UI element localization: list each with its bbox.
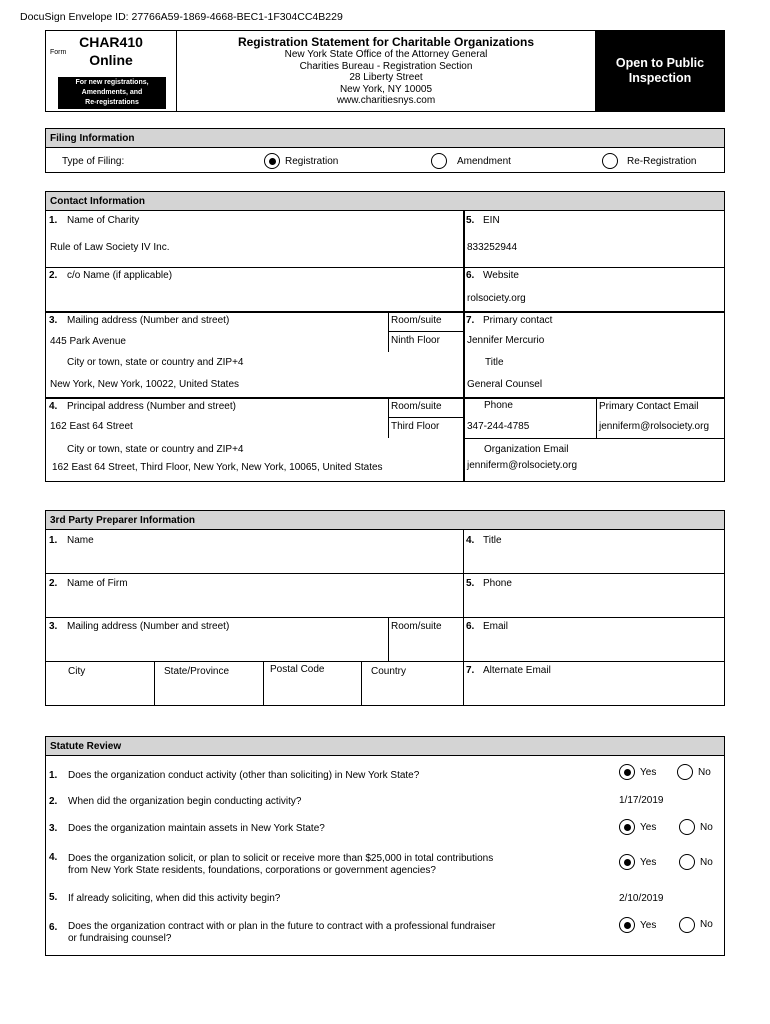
primary-email-value[interactable]: jenniferm@rolsociety.org — [599, 421, 710, 432]
yes-label: Yes — [640, 822, 657, 833]
field-number: 7. — [466, 665, 475, 676]
option-label: Re-Registration — [627, 156, 697, 167]
office-name: New York State Office of the Attorney General — [284, 49, 488, 60]
divider — [46, 661, 724, 662]
divider — [596, 397, 597, 438]
option-label: Amendment — [457, 156, 511, 167]
room-label: Room/suite — [391, 621, 442, 632]
public-line: Open to Public — [615, 56, 705, 70]
divider — [46, 397, 724, 399]
field-number: 6. — [49, 922, 58, 933]
preparer-email-label: Email — [483, 621, 509, 632]
form-note-line: For new registrations, — [75, 79, 149, 86]
filing-section — [45, 128, 725, 173]
mailing-room-value[interactable]: Ninth Floor — [391, 335, 440, 346]
divider — [463, 530, 464, 705]
statute-section — [45, 736, 725, 956]
divider — [463, 211, 465, 481]
office-city: New York, NY 10005 — [339, 83, 433, 95]
field-number: 4. — [49, 401, 58, 412]
q4-no-radio[interactable] — [679, 854, 695, 870]
charity-name-value[interactable]: Rule of Law Society IV Inc. — [50, 242, 170, 253]
city-label: City or town, state or country and ZIP+4 — [67, 357, 244, 368]
charity-name-label: Name of Charity — [67, 215, 140, 226]
q3-no-radio[interactable] — [679, 819, 695, 835]
title-value[interactable]: General Counsel — [467, 379, 543, 390]
divider — [464, 438, 724, 439]
public-inspection-box — [595, 30, 725, 112]
no-label: No — [698, 767, 711, 778]
divider — [46, 573, 724, 574]
q5-value[interactable]: 2/10/2019 — [619, 893, 664, 904]
no-label: No — [700, 919, 713, 930]
co-name-label: c/o Name (if applicable) — [67, 270, 173, 281]
room-label: Room/suite — [391, 401, 442, 412]
field-number: 6. — [466, 621, 475, 632]
question-4-line2: from New York State residents, foundations, corporations or government agencies? — [68, 865, 436, 876]
divider — [388, 331, 464, 332]
field-number: 1. — [49, 770, 58, 781]
field-number: 1. — [49, 535, 58, 546]
mailing-label: Mailing address (Number and street) — [67, 315, 230, 326]
q1-yes-radio[interactable] — [619, 764, 635, 780]
ein-value[interactable]: 833252944 — [467, 242, 518, 253]
section-title: Filing Information — [46, 129, 724, 148]
divider — [263, 661, 264, 705]
field-number: 2. — [49, 270, 58, 281]
mailing-city-value[interactable]: New York, New York, 10022, United States — [50, 379, 240, 390]
q2-value[interactable]: 1/17/2019 — [619, 795, 664, 806]
field-number: 1. — [49, 215, 58, 226]
no-label: No — [700, 822, 713, 833]
org-email-value[interactable]: jenniferm@rolsociety.org — [467, 460, 578, 471]
principal-room-value[interactable]: Third Floor — [391, 421, 440, 432]
yes-label: Yes — [640, 767, 657, 778]
bureau-name: Charities Bureau - Registration Section — [299, 60, 473, 72]
form-note-line: Amendments, and — [81, 89, 143, 96]
divider — [46, 267, 724, 268]
ein-label: EIN — [483, 215, 500, 226]
yes-label: Yes — [640, 857, 657, 868]
question-3: Does the organization maintain assets in New York State? — [68, 823, 325, 834]
website-label: Website — [483, 270, 519, 281]
form-note — [58, 77, 166, 109]
contact-section — [45, 191, 725, 482]
question-5: If already soliciting, when did this activity begin? — [68, 893, 281, 904]
section-title: 3rd Party Preparer Information — [46, 511, 724, 530]
field-number: 3. — [49, 315, 58, 326]
field-number: 2. — [49, 796, 58, 807]
principal-city-value[interactable]: 162 East 64 Street, Third Floor, New York, New York, 10065, United States — [52, 462, 383, 473]
section-title: Statute Review — [46, 737, 724, 756]
field-number: 5. — [466, 215, 475, 226]
alt-email-label: Alternate Email — [483, 665, 551, 676]
preparer-name-label: Name — [67, 535, 94, 546]
divider — [361, 661, 362, 705]
question-4-line1: Does the organization solicit, or plan to solicit or receive more than $25,000 in total contributions — [68, 853, 494, 864]
preparer-mailing-label: Mailing address (Number and street) — [67, 621, 230, 632]
preparer-section — [45, 510, 725, 706]
principal-label: Principal address (Number and street) — [67, 401, 236, 412]
postal-label: Postal Code — [270, 664, 325, 675]
form-note-line: Re-registrations — [85, 99, 139, 106]
primary-contact-label: Primary contact — [483, 315, 553, 326]
section-title: Contact Information — [46, 192, 724, 211]
envelope-id: DocuSign Envelope ID: 27766A59-1869-4668-BEC1-1F304CC4B229 — [20, 11, 343, 23]
divider — [388, 417, 464, 418]
divider — [154, 661, 155, 705]
form-title-block — [177, 30, 595, 112]
primary-email-label: Primary Contact Email — [599, 401, 699, 412]
field-number: 4. — [49, 852, 58, 863]
preparer-phone-label: Phone — [483, 578, 512, 589]
mailing-value[interactable]: 445 Park Avenue — [50, 336, 126, 347]
field-number: 2. — [49, 578, 58, 589]
field-number: 7. — [466, 315, 475, 326]
divider — [388, 397, 389, 438]
radio-registration[interactable] — [264, 153, 280, 169]
divider — [46, 311, 724, 313]
country-label: Country — [371, 666, 407, 677]
divider — [388, 617, 389, 661]
q3-yes-radio[interactable] — [619, 819, 635, 835]
divider — [388, 311, 389, 352]
form-code: CHAR410 — [79, 34, 143, 50]
org-email-label: Organization Email — [484, 444, 569, 455]
field-number: 3. — [49, 823, 58, 834]
form-online: Online — [89, 52, 133, 68]
title-label: Title — [485, 357, 504, 368]
public-line: Inspection — [628, 71, 692, 85]
city-label: City or town, state or country and ZIP+4 — [67, 444, 244, 455]
principal-value[interactable]: 162 East 64 Street — [50, 421, 133, 432]
radio-re-registration[interactable] — [602, 153, 618, 169]
field-number: 4. — [466, 535, 475, 546]
office-street: 28 Liberty Street — [349, 72, 423, 83]
website-value[interactable]: rolsociety.org — [467, 293, 526, 304]
q6-no-radio[interactable] — [679, 917, 695, 933]
yes-label: Yes — [640, 920, 657, 931]
room-label: Room/suite — [391, 315, 442, 326]
field-number: 3. — [49, 621, 58, 632]
form-box — [45, 30, 177, 112]
office-website: www.charitiesnys.com — [336, 95, 436, 106]
question-6-line2: or fundraising counsel? — [68, 933, 172, 944]
radio-amendment[interactable] — [431, 153, 447, 169]
question-1: Does the organization conduct activity (other than soliciting) in New York State? — [68, 770, 420, 781]
field-number: 5. — [466, 578, 475, 589]
phone-label: Phone — [484, 400, 513, 411]
option-label: Registration — [285, 156, 339, 167]
filing-type-label: Type of Filing: — [62, 156, 125, 167]
no-label: No — [700, 857, 713, 868]
question-2: When did the organization begin conducting activity? — [68, 796, 302, 807]
preparer-title-label: Title — [483, 535, 502, 546]
phone-value[interactable]: 347-244-4785 — [467, 421, 530, 432]
form-label: Form — [50, 49, 67, 56]
q4-yes-radio[interactable] — [619, 854, 635, 870]
city-label: City — [68, 666, 86, 677]
q6-yes-radio[interactable] — [619, 917, 635, 933]
firm-label: Name of Firm — [67, 578, 128, 589]
question-6-line1: Does the organization contract with or plan in the future to contract with a professional fundraiser — [68, 921, 496, 932]
divider — [46, 617, 724, 618]
q1-no-radio[interactable] — [677, 764, 693, 780]
field-number: 6. — [466, 270, 475, 281]
primary-contact-value[interactable]: Jennifer Mercurio — [467, 335, 545, 346]
form-title: Registration Statement for Charitable Organizations — [237, 35, 535, 49]
field-number: 5. — [49, 892, 58, 903]
state-label: State/Province — [164, 666, 230, 677]
